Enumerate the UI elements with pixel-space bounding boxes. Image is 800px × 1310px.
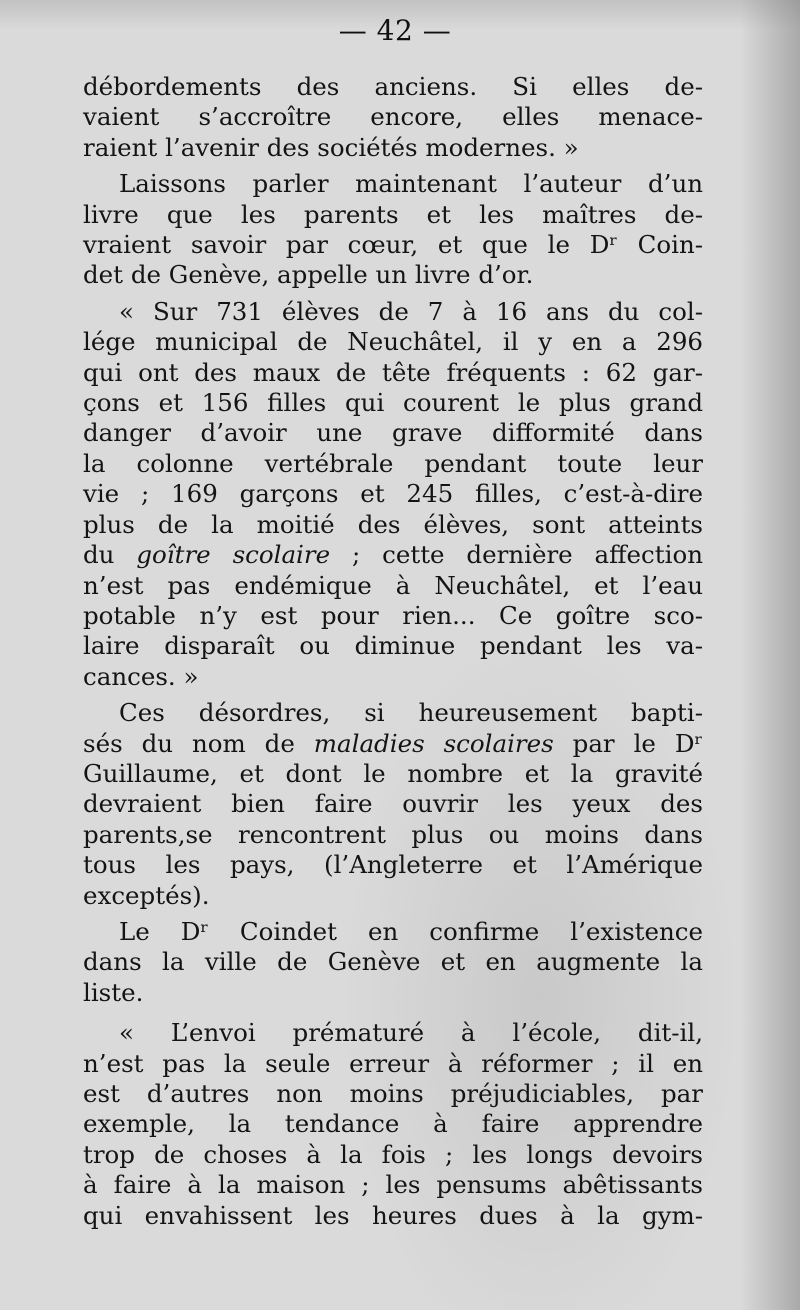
text-line: plus de la moitié des élèves, sont atteints [83, 509, 703, 539]
text-line: laire disparaît ou diminue pendant les va- [83, 631, 703, 661]
page-number: — 42 — [338, 14, 452, 47]
text-line: cances. » [83, 661, 199, 691]
text-line: qui ont des maux de tête fréquents : 62 gar- [83, 357, 703, 387]
text-line: danger d’avoir une grave difformité dans [83, 418, 703, 448]
text-line: la colonne vertébrale pendant toute leur [83, 448, 703, 478]
text-line: à faire à la maison ; les pensums abêtissants [83, 1170, 703, 1200]
text-line: n’est pas endémique à Neuchâtel, et l’eau [83, 570, 703, 600]
text-line: liste. [83, 977, 144, 1007]
text-line: devraient bien faire ouvrir les yeux des [83, 789, 703, 819]
text-line: raient l’avenir des sociétés modernes. » [83, 132, 579, 162]
text-line: « Sur 731 élèves de 7 à 16 ans du col- [119, 296, 703, 326]
text-line: det de Genève, appelle un livre d’or. [83, 260, 534, 290]
text-line: Laissons parler maintenant l’auteur d’un [119, 169, 703, 199]
text-line: « L’envoi prématuré à l’école, dit-il, [119, 1018, 703, 1048]
text-line-italic: du goître scolaire ; cette dernière affection [83, 540, 703, 570]
text-line: çons et 156 filles qui courent le plus grand [83, 388, 703, 418]
text-line: vie ; 169 garçons et 245 filles, c’est-à-dire [83, 479, 703, 509]
text-line: Guillaume, et dont le nombre et la gravité [83, 758, 703, 788]
text-line: vaient s’accroître encore, elles menace- [83, 102, 703, 132]
text-line: tous les pays, (l’Angleterre et l’Amérique [83, 850, 703, 880]
text-line-italic: sés du nom de maladies scolaires par le Dʳ [83, 728, 703, 758]
body-text [83, 72, 703, 1231]
text-line: trop de choses à la fois ; les longs devoirs [83, 1139, 703, 1169]
text-line: exemple, la tendance à faire apprendre [83, 1109, 703, 1139]
text-line: vraient savoir par cœur, et que le Dʳ Coin- [83, 230, 703, 260]
text-line: n’est pas la seule erreur à réformer ; il en [83, 1048, 703, 1078]
text-line: livre que les parents et les maîtres de- [83, 199, 703, 229]
text-line: est d’autres non moins préjudiciables, par [83, 1079, 703, 1108]
text-line: Ces désordres, si heureusement bapti- [119, 698, 703, 728]
text-line: Le Dʳ Coindet en confirme l’existence [119, 916, 703, 946]
text-line: dans la ville de Genève et en augmente la [83, 947, 703, 977]
italic-term: maladies scolaires [313, 728, 554, 758]
text-line: qui envahissent les heures dues à la gym- [83, 1200, 703, 1230]
text-line: potable n’y est pour rien... Ce goître sco- [83, 600, 703, 630]
text-line: débordements des anciens. Si elles de- [83, 72, 703, 101]
text-line: lége municipal de Neuchâtel, il y en a 296 [83, 327, 703, 357]
text-line: parents,se rencontrent plus ou moins dans [83, 819, 703, 849]
text-line: exceptés). [83, 880, 210, 910]
italic-term: goître scolaire [136, 540, 331, 570]
